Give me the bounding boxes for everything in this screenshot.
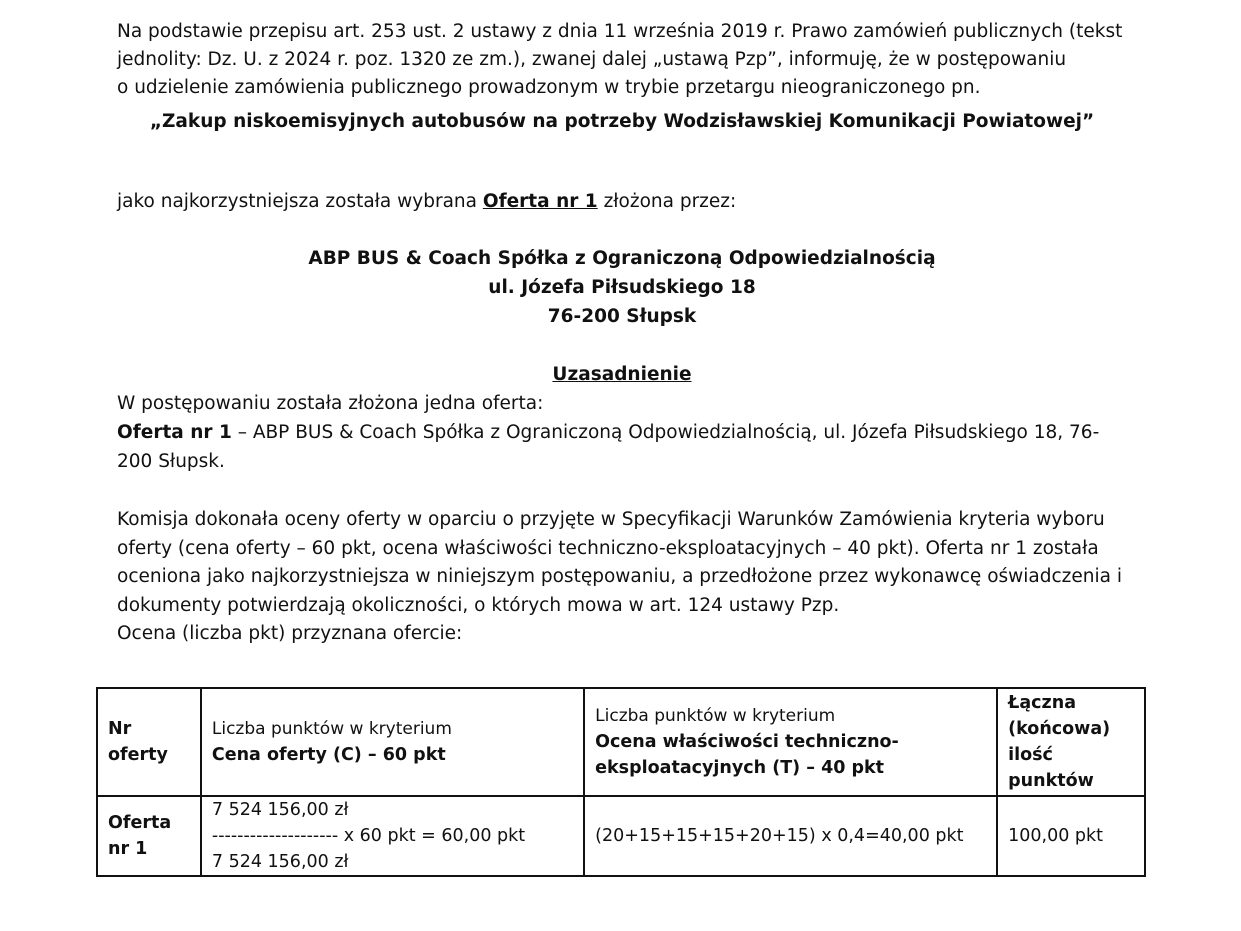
cell-text: 7 524 156,00 zł xyxy=(211,852,349,872)
score-table xyxy=(96,687,1146,877)
header-text: Liczba punktów w kryterium xyxy=(595,706,836,726)
offer-text: – ABP BUS & Coach Spółka z Ograniczoną Odpowiedzialnością, ul. Józefa Piłsudskiego 18, 76- xyxy=(231,422,1100,443)
document-body xyxy=(117,18,1127,649)
selection-suffix: złożona przez: xyxy=(597,191,737,212)
company-street: ul. Józefa Piłsudskiego 18 xyxy=(488,277,756,298)
selection-prefix: jako najkorzystniejsza została wybrana xyxy=(117,191,483,212)
header-text: Łączna xyxy=(1008,693,1076,713)
commission-line: oferty (cena oferty – 60 pkt, ocena właściwości techniczno-eksploatacyjnych – 40 pkt). Oferta nr 1 została xyxy=(117,537,1099,559)
header-text: (końcowa) xyxy=(1008,719,1111,739)
table-header-row xyxy=(97,688,1145,796)
commission-line: dokumenty potwierdzają okoliczności, o których mowa w art. 124 ustawy Pzp. xyxy=(117,594,840,616)
cell-text: 7 524 156,00 zł xyxy=(211,800,349,820)
offer-label: Oferta nr 1 xyxy=(117,422,232,443)
intro-line: Na podstawie przepisu art. 253 ust. 2 ustawy z dnia 11 września 2019 r. Prawo zamówień publicznych (tekst xyxy=(117,21,1123,42)
cell-text: nr 1 xyxy=(108,839,148,859)
header-text: punktów xyxy=(1008,771,1094,791)
header-text: eksploatacyjnych (T) – 40 pkt xyxy=(595,758,885,778)
justification-heading: Uzasadnienie xyxy=(552,364,692,385)
commission-line: oceniona jako najkorzystniejsza w niniejszym postępowaniu, a przedłożone przez wykonawcę oświadczenia i xyxy=(117,566,1122,587)
cell-text: Oferta xyxy=(108,813,172,833)
intro-line: jednolity: Dz. U. z 2024 r. poz. 1320 ze zm.), zwanej dalej „ustawą Pzp”, informuję, że w postępowaniu xyxy=(117,49,1067,70)
header-tech-criterion xyxy=(584,688,997,796)
commission-line: Ocena (liczba pkt) przyznana ofercie: xyxy=(117,623,463,644)
commission-line: Komisja dokonała oceny oferty w oparciu o przyjęte w Specyfikacji Warunków Zamówienia kryteria wyboru xyxy=(117,509,1105,530)
cell-tech-score: (20+15+15+15+20+15) x 0,4=40,00 pkt xyxy=(584,796,997,876)
header-total-points xyxy=(997,688,1145,796)
cell-price-score xyxy=(201,796,584,876)
commission-paragraph xyxy=(117,506,1127,649)
company-name: ABP BUS & Coach Spółka z Ograniczoną Odpowiedzialnością xyxy=(308,248,936,269)
selection-statement xyxy=(117,188,1127,216)
header-offer-number xyxy=(97,688,201,796)
offer-description-cont: 200 Słupsk. xyxy=(117,451,225,472)
header-text: Liczba punktów w kryterium xyxy=(211,719,452,739)
header-text: Nr xyxy=(108,719,132,739)
company-address-block xyxy=(117,244,1127,331)
header-text: oferty xyxy=(108,745,168,765)
header-text: Cena oferty (C) – 60 pkt xyxy=(211,745,446,765)
tender-title: „Zakup niskoemisyjnych autobusów na potrzeby Wodzisławskiej Komunikacji Powiatowej” xyxy=(149,111,1095,132)
offer-description xyxy=(117,418,1127,447)
intro-paragraph xyxy=(117,18,1127,102)
header-text: ilość xyxy=(1008,745,1053,765)
table-row xyxy=(97,796,1145,876)
cell-offer-number xyxy=(97,796,201,876)
intro-line: o udzielenie zamówienia publicznego prowadzonym w trybie przetargu nieograniczonego pn. xyxy=(117,77,981,98)
cell-total-score: 100,00 pkt xyxy=(997,796,1145,876)
cell-text: -------------------- x 60 pkt = 60,00 pkt xyxy=(211,826,526,846)
company-city: 76-200 Słupsk xyxy=(547,306,697,327)
header-text: Ocena właściwości techniczno- xyxy=(595,732,899,752)
justification-intro: W postępowaniu została złożona jedna oferta: xyxy=(117,393,544,414)
selected-offer: Oferta nr 1 xyxy=(482,191,598,212)
header-price-criterion xyxy=(201,688,584,796)
